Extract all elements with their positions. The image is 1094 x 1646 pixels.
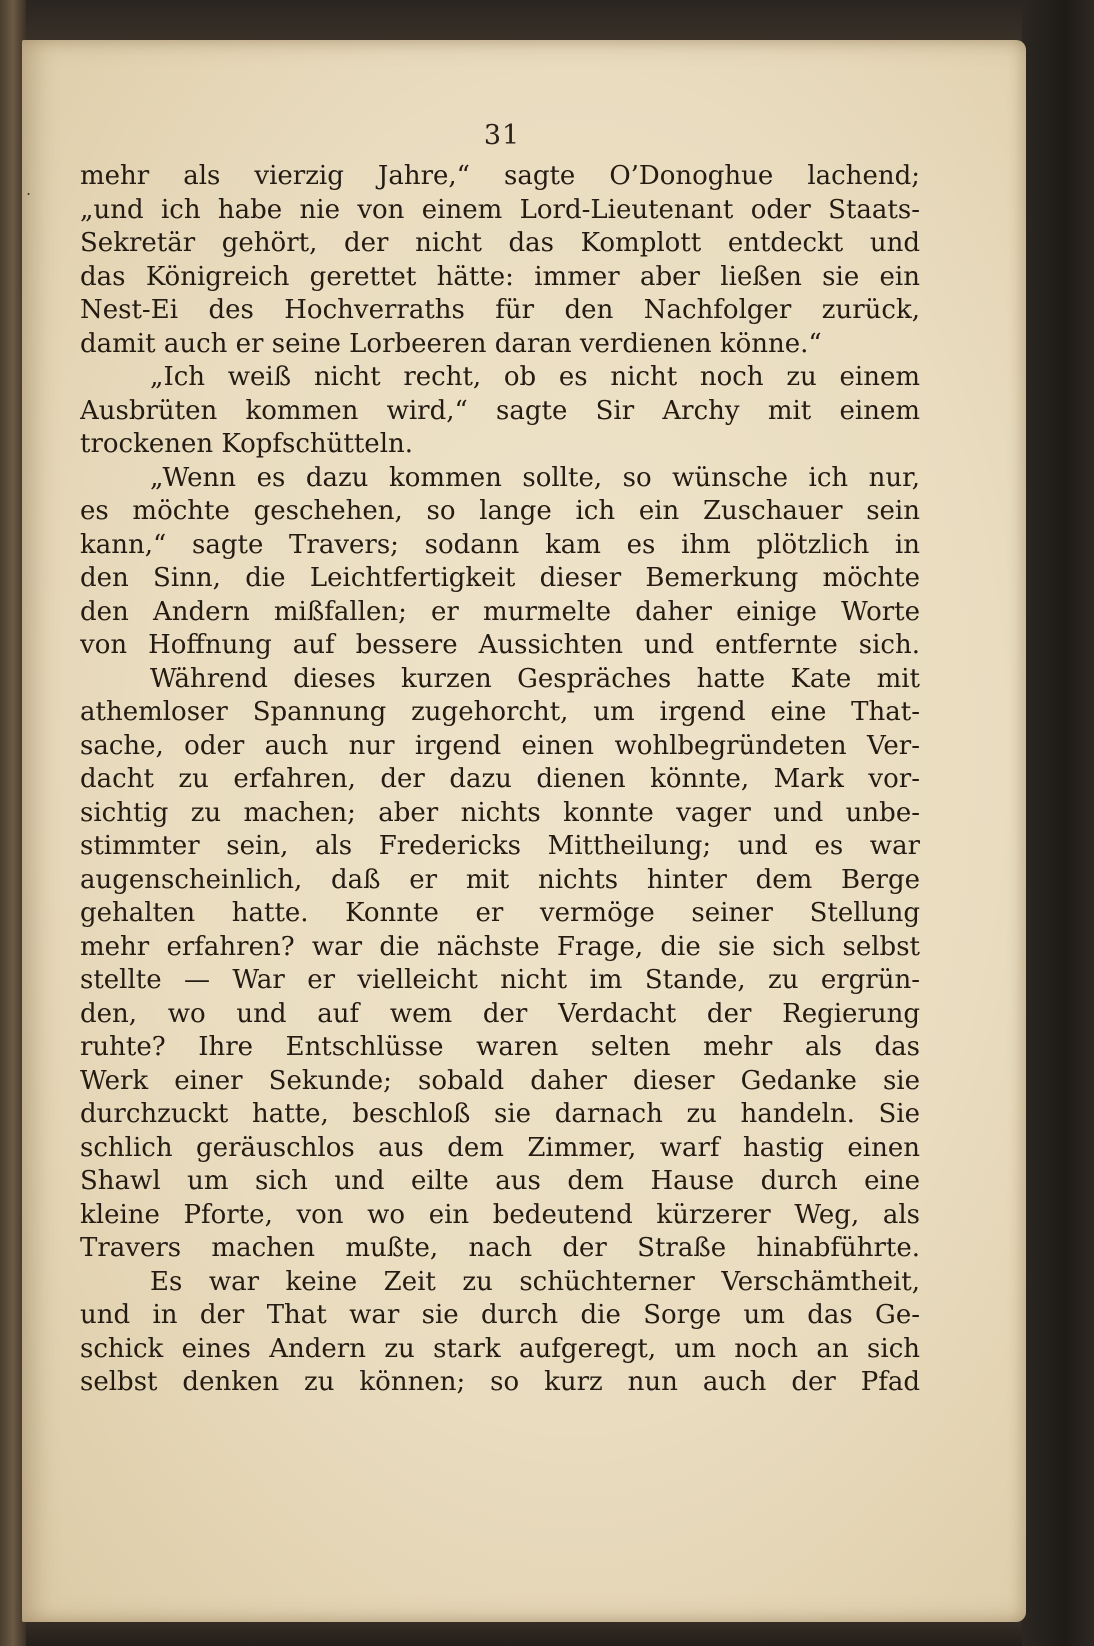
text-line: es möchte geschehen, so lange ich ein Zuschauer sein — [80, 496, 920, 526]
text-line: kleine Pforte, von wo ein bedeutend kürzerer Weg, als — [80, 1199, 920, 1230]
margin-speck: . — [26, 180, 32, 199]
text-line: kann,“ sagte Travers; sodann kam es ihm plötzlich in — [80, 529, 920, 560]
text-line: augenscheinlich, daß er mit nichts hinter dem Berge — [80, 864, 920, 895]
text-line: Während dieses kurzen Gespräches hatte Kate mit — [150, 663, 920, 694]
text-line: Ausbrüten kommen wird,“ sagte Sir Archy mit einem — [80, 395, 920, 426]
text-line: ruhte? Ihre Entschlüsse waren selten mehr als das — [80, 1032, 920, 1062]
text-line: selbst denken zu können; so kurz nun auch der Pfad — [80, 1367, 920, 1397]
text-line: von Hoffnung auf bessere Aussichten und entfernte sich. — [80, 630, 920, 660]
text-line: sichtig zu machen; aber nichts konnte vager und unbe- — [80, 797, 920, 828]
text-line: und in der That war sie durch die Sorge um das Ge- — [80, 1300, 920, 1330]
text-line: schlich geräuschlos aus dem Zimmer, warf hastig einen — [80, 1132, 920, 1163]
text-line: den Sinn, die Leichtfertigkeit dieser Bemerkung möchte — [80, 563, 920, 593]
text-line: Nest-Ei des Hochverraths für den Nachfolger zurück, — [80, 295, 920, 325]
text-line: gehalten hatte. Konnte er vermöge seiner Stellung — [80, 898, 920, 928]
text-line: mehr erfahren? war die nächste Frage, die sie sich selbst — [80, 931, 920, 962]
text-line: trockenen Kopfschütteln. — [80, 429, 414, 459]
text-line: stellte — War er vielleicht nicht im Stande, zu ergrün- — [80, 965, 920, 995]
book-cover-top-edge — [0, 0, 1094, 44]
text-line: den Andern mißfallen; er murmelte daher einige Worte — [80, 596, 920, 627]
text-line: „Ich weiß nicht recht, ob es nicht noch zu einem — [150, 362, 920, 392]
text-line: Werk einer Sekunde; sobald daher dieser Gedanke sie — [80, 1065, 920, 1096]
text-line: dacht zu erfahren, der dazu dienen könnte, Mark vor- — [80, 764, 920, 794]
text-line: sache, oder auch nur irgend einen wohlbegründeten Ver- — [80, 730, 920, 761]
text-line: Sekretär gehört, der nicht das Komplott entdeckt und — [80, 228, 920, 258]
text-line: Shawl um sich und eilte aus dem Hause durch eine — [80, 1166, 920, 1196]
text-line: athemloser Spannung zugehorcht, um irgend eine That- — [80, 697, 920, 727]
text-line: „Wenn es dazu kommen sollte, so wünsche ich nur, — [150, 462, 920, 493]
text-line: mehr als vierzig Jahre,“ sagte O’Donoghue lachend; — [80, 161, 920, 191]
text-line: den, wo und auf wem der Verdacht der Regierung — [80, 998, 920, 1029]
text-line: Es war keine Zeit zu schüchterner Verschämtheit, — [150, 1266, 920, 1297]
book-page — [22, 40, 1026, 1622]
text-line: damit auch er seine Lorbeeren daran verdienen könne.“ — [80, 328, 822, 359]
page-number: 31 — [483, 120, 521, 151]
text-line: „und ich habe nie von einem Lord-Lieutenant oder Staats- — [80, 194, 920, 225]
page-text-block — [80, 160, 920, 1400]
text-line: das Königreich gerettet hätte: immer aber ließen sie ein — [80, 261, 920, 292]
text-line: stimmter sein, als Fredericks Mittheilung; und es war — [80, 831, 920, 861]
text-line: durchzuckt hatte, beschloß sie darnach zu handeln. Sie — [80, 1099, 920, 1129]
text-line: Travers machen mußte, nach der Straße hinabführte. — [80, 1233, 920, 1263]
book-cover-right-edge — [1022, 0, 1094, 1646]
text-line: schick eines Andern zu stark aufgeregt, um noch an sich — [80, 1333, 920, 1364]
